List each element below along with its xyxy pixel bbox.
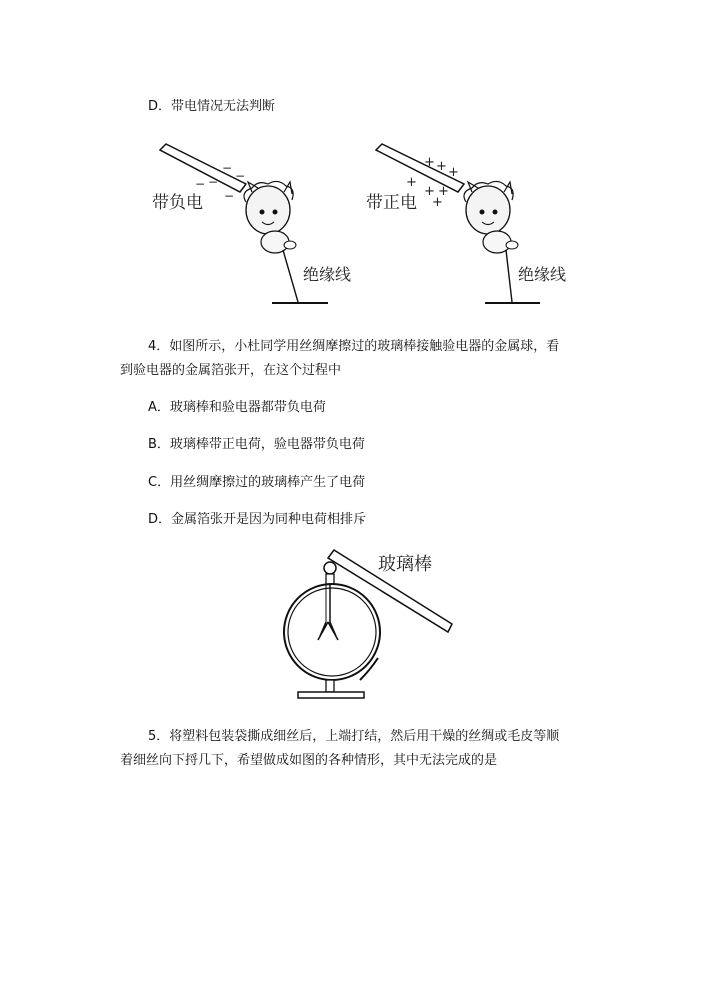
glass-jar <box>284 584 380 680</box>
insulating-wire-label: 绝缘线 <box>303 265 352 284</box>
neg-charge: − <box>235 169 246 183</box>
pos-charge: + <box>406 175 417 190</box>
q3-figure-positive <box>360 140 580 315</box>
electroscope-base <box>298 692 364 698</box>
neg-charge: − <box>222 161 233 175</box>
electroscope-figure <box>290 540 470 710</box>
q4-stem-line2: 到验电器的金属箔张开，在这个过程中 <box>120 363 342 378</box>
insulating-wire <box>506 250 512 302</box>
pos-charge: + <box>436 159 447 174</box>
neg-charge: − <box>195 177 206 191</box>
pos-charge: + <box>438 184 449 199</box>
pos-charge: + <box>448 165 459 180</box>
q4-option-b: B．玻璃棒带正电荷，验电器带负电荷 <box>148 437 365 452</box>
sheep-character-icon <box>244 181 296 253</box>
insulating-wire-label: 绝缘线 <box>518 265 567 284</box>
q4-option-d: D．金属箔张开是因为同种电荷相排斥 <box>148 512 367 527</box>
q3-option-d: D．带电情况无法判断 <box>148 99 276 114</box>
metal-ball <box>324 562 336 574</box>
q4-option-a: A．玻璃棒和验电器都带负电荷 <box>148 400 326 415</box>
pos-charge: + <box>424 184 435 199</box>
pos-charge: + <box>424 155 435 170</box>
pos-charge: + <box>432 195 443 210</box>
q4-option-c: C．用丝绸摩擦过的玻璃棒产生了电荷 <box>148 475 366 490</box>
q5-stem-line1: 5．将塑料包装袋撕成细丝后，上端打结，然后用干燥的丝绸或毛皮等顺 <box>148 729 560 744</box>
negative-label: 带负电 <box>152 193 203 213</box>
q4-stem-line1: 4．如图所示，小杜同学用丝绸摩擦过的玻璃棒接触验电器的金属球，看 <box>148 339 560 354</box>
insulating-wire <box>283 250 298 302</box>
positive-label: 带正电 <box>366 193 417 213</box>
q3-figure-negative <box>140 140 352 315</box>
glass-rod-label: 玻璃棒 <box>378 554 432 575</box>
neg-charge: − <box>208 175 219 189</box>
neg-charge: − <box>224 189 235 203</box>
sheep-character-icon <box>464 181 518 253</box>
q5-stem-line2: 着细丝向下捋几下，希望做成如图的各种情形，其中无法完成的是 <box>120 753 498 768</box>
